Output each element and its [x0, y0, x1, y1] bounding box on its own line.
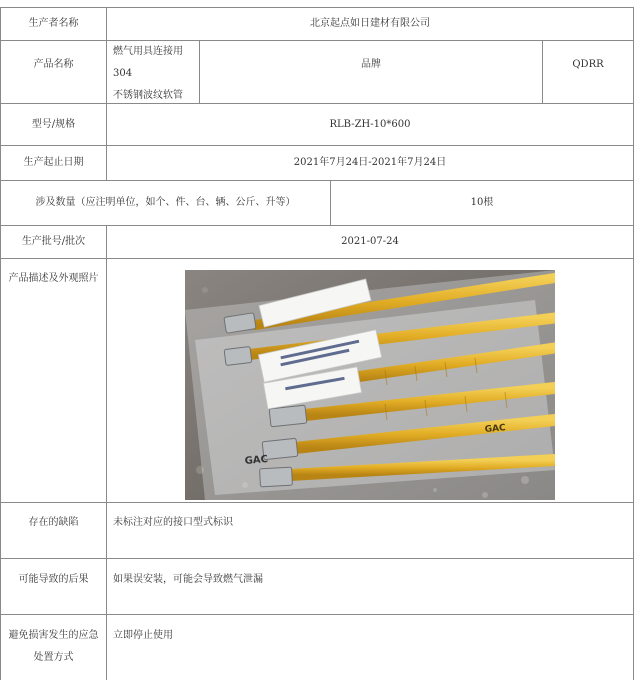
manufacturer-value: 北京起点如日建材有限公司: [310, 18, 430, 29]
product-name-line1: 燃气用具连接用304: [113, 46, 183, 79]
product-name-line2: 不锈钢波纹软管: [113, 90, 183, 101]
batch-label: 生产批号/批次: [21, 236, 86, 247]
photo-marking-right: GAC: [484, 423, 507, 435]
defect-label: 存在的缺陷: [28, 517, 79, 528]
emergency-label: [1, 622, 106, 672]
product-name-value: [107, 41, 199, 103]
emergency-label-line1: 避免损害发生的应急: [8, 630, 99, 641]
consequence-label: 可能导致的后果: [18, 574, 89, 585]
consequence-value: 如果误安装，可能会导致燃气泄漏: [113, 574, 263, 585]
batch-value: 2021-07-24: [341, 236, 399, 247]
production-period-value: 2021年7月24日-2021年7月24日: [293, 157, 447, 168]
emergency-value: 立即停止使用: [113, 630, 173, 641]
product-photo: [185, 270, 555, 500]
product-name-label: 产品名称: [33, 59, 74, 70]
emergency-label-line2: 处置方式: [33, 652, 74, 663]
brand-value: QDRR: [572, 59, 604, 70]
production-period-label: 生产起止日期: [23, 157, 84, 168]
quantity-value: 10根: [470, 197, 494, 208]
photo-marking-left: GAC: [244, 454, 269, 467]
model-value: RLB-ZH-10*600: [329, 118, 411, 130]
model-label: 型号/规格: [31, 118, 76, 130]
quantity-label: 涉及数量（应注明单位，如个、件、台、辆、公斤、升等）: [35, 197, 296, 208]
brand-label: 品牌: [361, 59, 381, 70]
description-label: 产品描述及外观照片: [8, 273, 99, 284]
defect-value: 未标注对应的接口型式标识: [113, 517, 233, 528]
manufacturer-label: 生产者名称: [28, 18, 79, 29]
